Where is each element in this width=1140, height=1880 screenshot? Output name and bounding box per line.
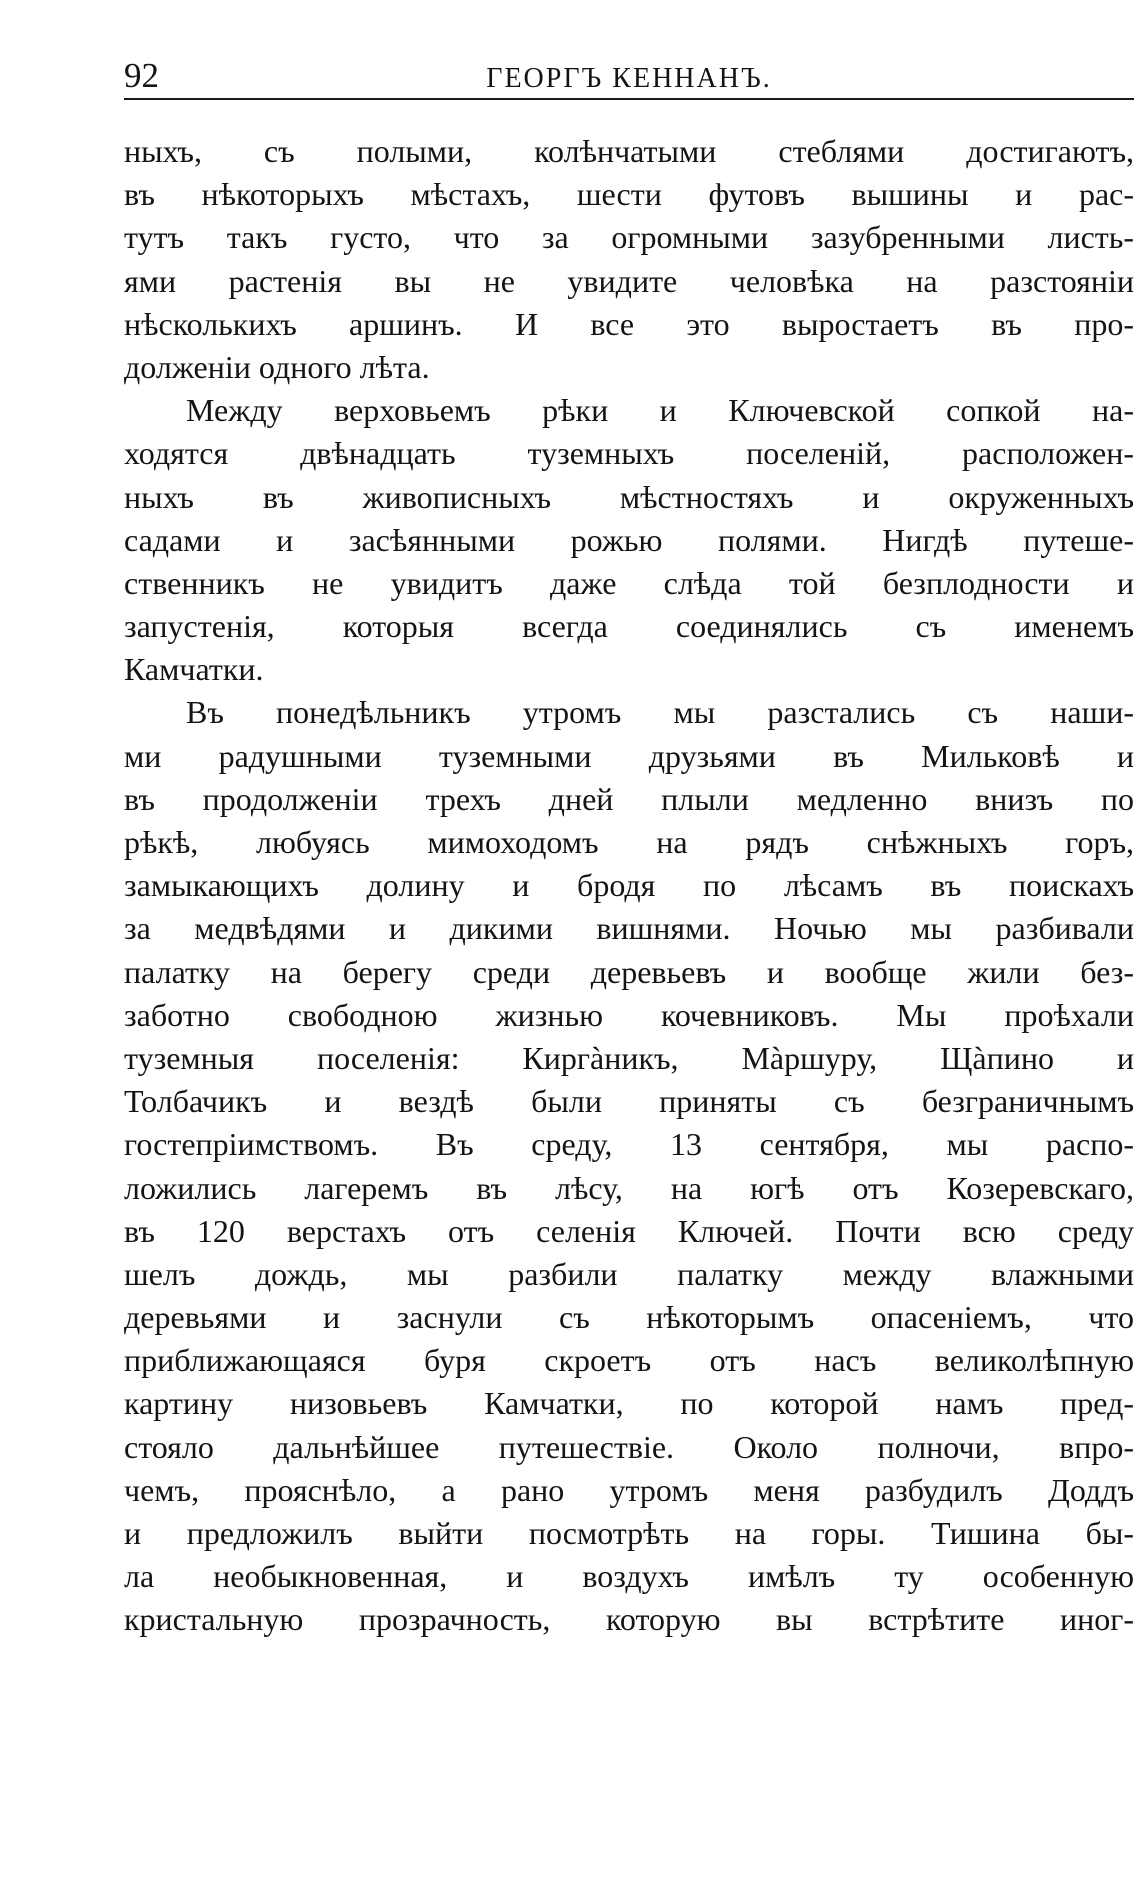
text-line: ходятся двѣнадцать туземныхъ поселеній, расположен- xyxy=(124,435,1134,472)
text-line: чемъ, прояснѣло, а рано утромъ меня разбудилъ Доддъ xyxy=(124,1471,1134,1508)
text-line: деревьями и заснули съ нѣкоторымъ опасеніемъ, что xyxy=(124,1299,1134,1336)
text-line: палатку на берегу среди деревьевъ и вообще жили без- xyxy=(124,953,1134,990)
text-line: въ 120 верстахъ отъ селенія Ключей. Почти всю среду xyxy=(124,1212,1134,1249)
text-line: ныхъ, съ полыми, колѣнчатыми стеблями достигаютъ, xyxy=(124,133,1134,169)
text-line: Камчатки. xyxy=(124,651,264,688)
text-line: заботно свободною жизнью кочевниковъ. Мы проѣхали xyxy=(124,996,1134,1033)
text-line: тутъ такъ густо, что за огромными зазубренными листь- xyxy=(124,219,1134,256)
text-line: ями растенія вы не увидите человѣка на разстояніи xyxy=(124,262,1134,299)
text-line: туземныя поселенія: Киргàникъ, Мàршуру, Щàпино и xyxy=(124,1039,1134,1076)
text-line: нѣсколькихъ аршинъ. И все это выростаетъ въ про- xyxy=(124,305,1134,342)
page-number: 92 xyxy=(124,56,159,95)
text-line: замыкающихъ долину и бродя по лѣсамъ въ поискахъ xyxy=(124,867,1134,904)
text-line: ми радушными туземными друзьями въ Мильковѣ и xyxy=(124,737,1134,774)
text-line: ственникъ не увидитъ даже слѣда той безплодности и xyxy=(124,564,1134,601)
text-line: и предложилъ выйти посмотрѣть на горы. Тишина бы- xyxy=(124,1515,1134,1551)
text-line: гостепріимствомъ. Въ среду, 13 сентября, мы распо- xyxy=(124,1126,1134,1163)
text-line: въ нѣкоторыхъ мѣстахъ, шести футовъ вышины и рас- xyxy=(124,176,1134,213)
text-line: кристальную прозрачность, которую вы встрѣтите иног- xyxy=(124,1601,1134,1638)
text-line: стояло дальнѣйшее путешествіе. Около полночи, впро- xyxy=(124,1428,1134,1465)
text-line: Между верховьемъ рѣки и Ключевской сопкой на- xyxy=(186,392,1134,429)
text-line: ныхъ въ живописныхъ мѣстностяхъ и окруженныхъ xyxy=(124,478,1134,515)
text-line: Въ понедѣльникъ утромъ мы разстались съ наши- xyxy=(186,694,1134,731)
text-line: ла необыкновенная, и воздухъ имѣлъ ту особенную xyxy=(124,1558,1134,1595)
running-title: ГЕОРГЪ КЕННАНЪ. xyxy=(486,63,772,94)
text-line: за медвѣдями и дикими вишнями. Ночью мы разбивали xyxy=(124,910,1134,947)
text-line: Толбачикъ и вездѣ были приняты съ безграничнымъ xyxy=(124,1083,1134,1120)
text-line: запустенія, которыя всегда соединялись съ именемъ xyxy=(124,608,1134,645)
header-rule xyxy=(124,98,1134,100)
text-line: приближающаяся буря скроетъ отъ насъ великолѣпную xyxy=(124,1342,1134,1379)
text-line: ложились лагеремъ въ лѣсу, на югѣ отъ Козеревскаго, xyxy=(124,1169,1134,1206)
body-text xyxy=(124,130,1134,1642)
text-line: садами и засѣянными рожью полями. Нигдѣ путеше- xyxy=(124,521,1134,558)
text-line: въ продолженіи трехъ дней плыли медленно внизъ по xyxy=(124,780,1134,817)
running-head xyxy=(124,50,1134,100)
text-line: шелъ дождь, мы разбили палатку между влажными xyxy=(124,1255,1134,1292)
text-line: долженіи одного лѣта. xyxy=(124,348,430,385)
text-line: картину низовьевъ Камчатки, по которой намъ пред- xyxy=(124,1385,1134,1422)
text-line: рѣкѣ, любуясь мимоходомъ на рядъ снѣжныхъ горъ, xyxy=(124,824,1134,860)
